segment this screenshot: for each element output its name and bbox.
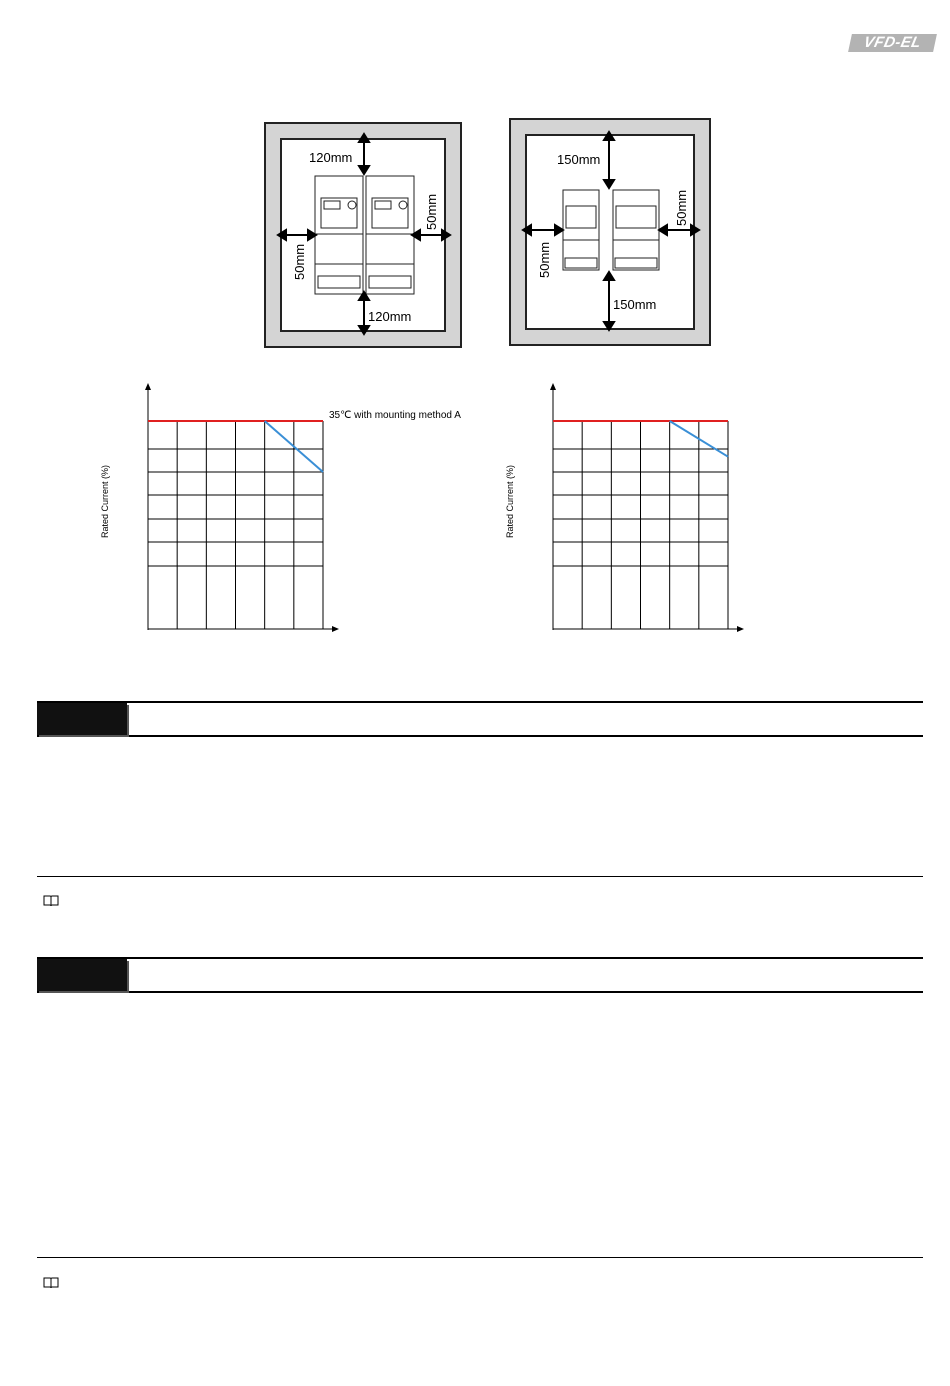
clearance-left-label: 50mm xyxy=(537,241,552,278)
clearance-bottom-label: 120mm xyxy=(368,309,412,324)
chart-a-ylabel: Rated Current (%) xyxy=(100,464,110,538)
section-header-block xyxy=(37,959,127,991)
book-icon xyxy=(43,1277,59,1289)
y-axis-arrow xyxy=(550,383,556,390)
clearance-top-label: 150mm xyxy=(557,152,601,167)
clearance-bottom-label: 150mm xyxy=(613,297,657,312)
y-axis-arrow xyxy=(145,383,151,390)
clearance-right-label: 50mm xyxy=(674,189,689,226)
chart-b-ylabel: Rated Current (%) xyxy=(505,464,515,538)
clearance-diagram-a xyxy=(264,122,462,348)
chart-a-annotation: 35℃ with mounting method A xyxy=(329,410,461,421)
section-divider xyxy=(37,876,923,877)
clearance-diagram-b xyxy=(509,118,711,346)
clearance-top-label: 120mm xyxy=(309,150,353,165)
section-header-bar xyxy=(37,701,923,737)
x-axis-arrow xyxy=(737,626,744,632)
section-header-block xyxy=(37,703,127,735)
clearance-right-label: 50mm xyxy=(424,193,439,230)
x-axis-arrow xyxy=(332,626,339,632)
derating-chart-a xyxy=(140,380,350,640)
brand-logo: VFD-EL xyxy=(848,34,937,52)
section-header-bar xyxy=(37,957,923,993)
derating-chart-b xyxy=(545,380,755,640)
chart-grid xyxy=(553,421,728,629)
chart-grid xyxy=(148,421,323,629)
inverter-pair-drawing xyxy=(511,120,713,348)
book-icon xyxy=(43,895,59,907)
section-divider xyxy=(37,1257,923,1258)
inverter-pair-drawing xyxy=(266,124,464,350)
clearance-left-label: 50mm xyxy=(292,243,307,280)
